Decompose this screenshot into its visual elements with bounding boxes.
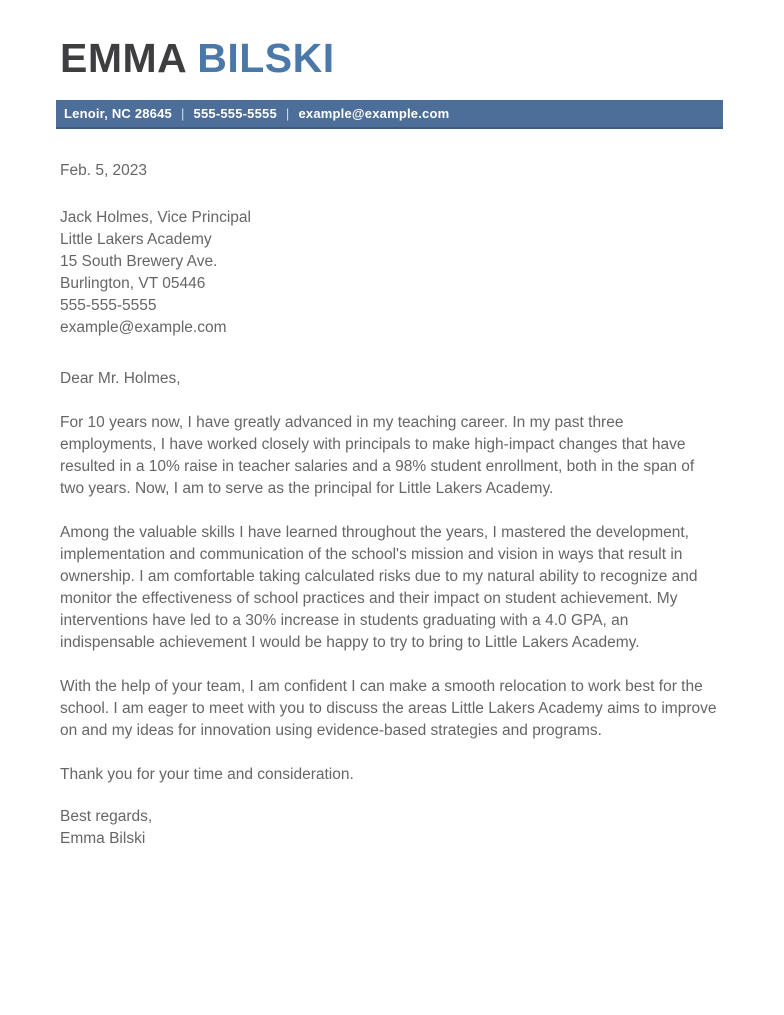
body-paragraph-1: For 10 years now, I have greatly advanced in my teaching career. In my past three employments, I have worked closely with principals to make high-impact changes that have resulted in a 10% raise in teacher salaries and a 98% student enrollment, both in the span of two years. Now, I am to serve as the principal for Little Lakers Academy.	[60, 414, 695, 497]
applicant-first-name: EMMA	[60, 35, 188, 81]
closing-block	[60, 806, 722, 850]
contact-info-bar	[56, 100, 723, 129]
body-paragraph-2: Among the valuable skills I have learned throughout the years, I mastered the development, implementation and communication of the school's mission and vision in ways that result in ownership. I am comfortable taking calculated risks due to my natural ability to recognize and monitor the effectiveness of school practices and their impact on student achievement. My interventions have led to a 30% increase in students graduating with a 4.0 GPA, an indispensable achievement I would be happy to try to bring to Little Lakers Academy.	[60, 524, 698, 651]
recipient-name-title: Jack Holmes, Vice Principal	[60, 209, 251, 226]
contact-email: example@example.com	[298, 106, 450, 121]
contact-separator: |	[180, 106, 185, 121]
contact-location: Lenoir, NC 28645	[64, 106, 172, 121]
body-paragraph-3: With the help of your team, I am confident I can make a smooth relocation to work best for the school. I am eager to meet with you to discuss the areas Little Lakers Academy aims to improve on and my ideas for innovation using evidence-based strategies and programs.	[60, 678, 717, 739]
letter-body	[0, 160, 784, 850]
applicant-last-name: BILSKI	[197, 35, 335, 81]
thank-you-line: Thank you for your time and consideration.	[60, 766, 354, 783]
recipient-street: 15 South Brewery Ave.	[60, 253, 218, 270]
recipient-organization: Little Lakers Academy	[60, 231, 212, 248]
contact-separator: |	[285, 106, 290, 121]
salutation: Dear Mr. Holmes,	[60, 370, 181, 387]
letter-date: Feb. 5, 2023	[60, 162, 148, 179]
recipient-city-state-zip: Burlington, VT 05446	[60, 275, 206, 292]
recipient-phone: 555-555-5555	[60, 297, 157, 314]
closing-salutation: Best regards,	[60, 808, 153, 825]
applicant-name-heading	[0, 0, 784, 79]
signature-name: Emma Bilski	[60, 830, 146, 847]
recipient-address-block	[60, 207, 722, 339]
recipient-email: example@example.com	[60, 319, 227, 336]
contact-phone: 555-555-5555	[193, 106, 277, 121]
